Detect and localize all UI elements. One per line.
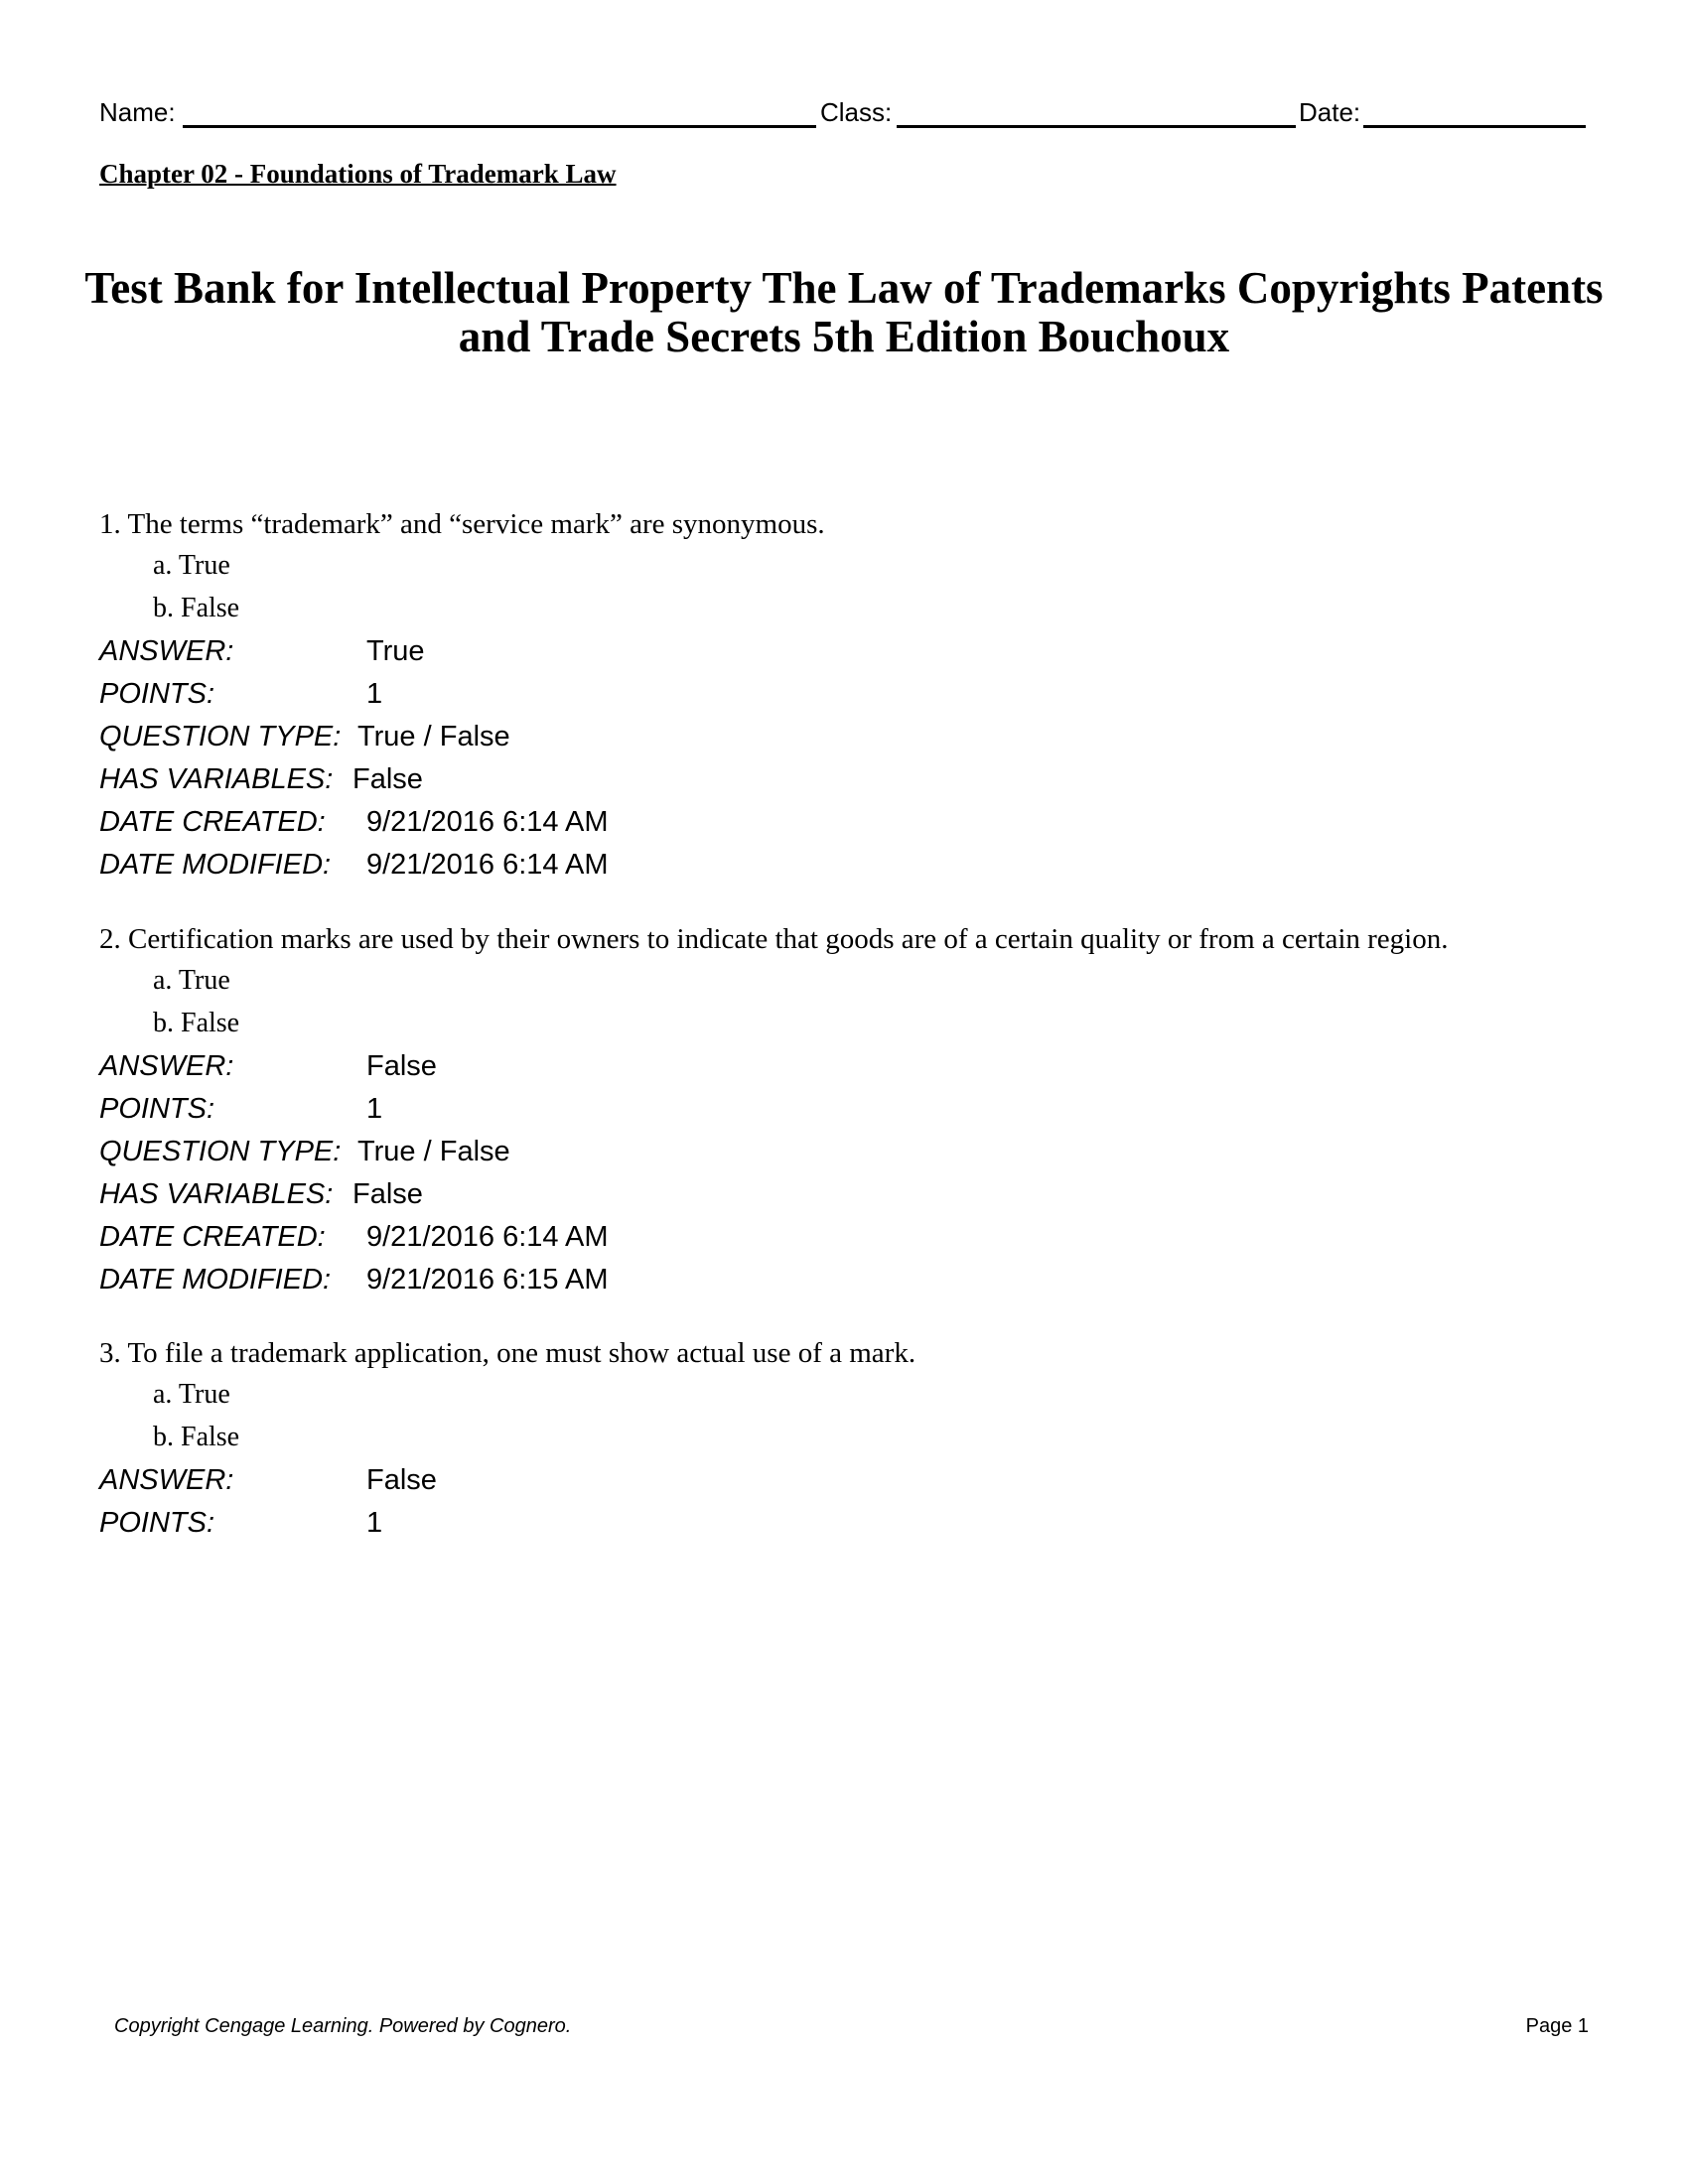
name-label: Name: (99, 97, 176, 127)
meta-label: ANSWER: (99, 1050, 234, 1082)
meta-value: False (366, 1050, 437, 1082)
class-label: Class: (820, 97, 893, 127)
chapter-heading: Chapter 02 - Foundations of Trademark Law (99, 159, 617, 189)
meta-value: 9/21/2016 6:14 AM (366, 849, 609, 881)
page-number: Page 1 (1525, 2015, 1589, 2037)
answer-option: b. False (153, 1008, 240, 1038)
meta-label: DATE CREATED: (99, 1221, 326, 1253)
answer-option: a. True (153, 965, 230, 996)
meta-value: 9/21/2016 6:14 AM (366, 806, 609, 838)
meta-value: False (352, 763, 423, 795)
meta-value: 9/21/2016 6:15 AM (366, 1264, 609, 1296)
meta-label: ANSWER: (99, 1464, 234, 1496)
meta-label: POINTS: (99, 1093, 215, 1125)
answer-option: a. True (153, 1379, 230, 1410)
document-title-line1: Test Bank for Intellectual Property The Law of Trademarks Copyrights Patents (84, 263, 1604, 313)
name-field-line[interactable] (183, 125, 816, 128)
meta-label: POINTS: (99, 1507, 215, 1539)
meta-label: DATE CREATED: (99, 806, 326, 838)
meta-value: 9/21/2016 6:14 AM (366, 1221, 609, 1253)
meta-value: True / False (357, 1136, 510, 1167)
date-label: Date: (1299, 97, 1361, 127)
meta-label: HAS VARIABLES: (99, 1178, 334, 1210)
meta-value: False (352, 1178, 423, 1210)
document-title-line2: and Trade Secrets 5th Edition Bouchoux (458, 312, 1230, 361)
meta-value: False (366, 1464, 437, 1496)
meta-label: QUESTION TYPE: (99, 1136, 342, 1167)
meta-label: ANSWER: (99, 635, 234, 667)
answer-option: b. False (153, 593, 240, 623)
meta-value: True / False (357, 721, 510, 752)
meta-value: True (366, 635, 425, 667)
question-text: 1. The terms “trademark” and “service mark” are synonymous. (99, 508, 825, 540)
meta-value: 1 (366, 678, 383, 710)
meta-label: POINTS: (99, 678, 215, 710)
question-text: 3. To file a trademark application, one must show actual use of a mark. (99, 1337, 916, 1369)
footer-copyright: Copyright Cengage Learning. Powered by Cognero. (114, 2015, 572, 2037)
class-field-line[interactable] (897, 125, 1296, 128)
meta-value: 1 (366, 1093, 383, 1125)
answer-option: b. False (153, 1422, 240, 1452)
meta-label: DATE MODIFIED: (99, 849, 332, 881)
meta-label: QUESTION TYPE: (99, 721, 342, 752)
answer-option: a. True (153, 550, 230, 581)
date-field-line[interactable] (1363, 125, 1586, 128)
meta-value: 1 (366, 1507, 383, 1539)
question-text: 2. Certification marks are used by their owners to indicate that goods are of a certain quality or from a certain region. (99, 923, 1449, 955)
meta-label: DATE MODIFIED: (99, 1264, 332, 1296)
meta-label: HAS VARIABLES: (99, 763, 334, 795)
